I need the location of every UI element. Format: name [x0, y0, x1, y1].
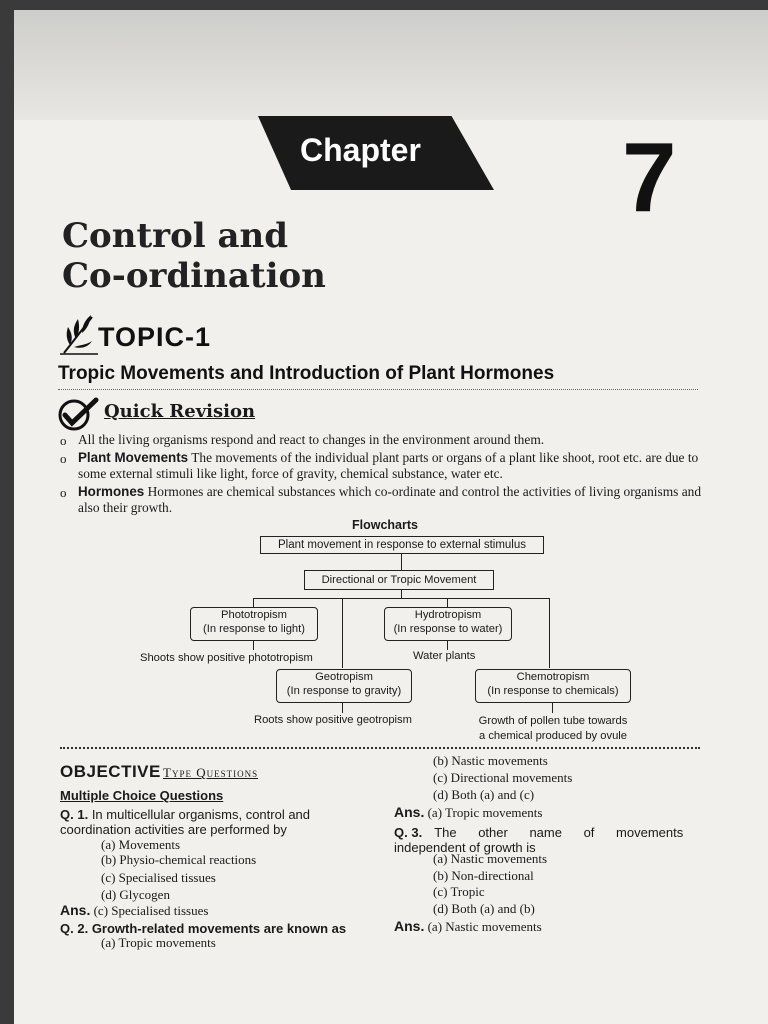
- answer-label: Ans.: [60, 902, 91, 918]
- question-number: Q. 3.: [394, 825, 423, 840]
- checkmark-badge-icon: [56, 397, 100, 431]
- revision-text: The movements of the individual plant parts or organs of a plant like shoot, root etc. are due to some external stimuli like light, force of gravity, chemical substance, water etc.: [78, 450, 699, 481]
- question-3-line1: [394, 825, 700, 840]
- connector: [401, 553, 402, 570]
- geotropism-desc: (In response to gravity): [286, 685, 402, 697]
- q1-option-d: (d) Glycogen: [101, 887, 170, 902]
- geotropism-label: Geotropism: [315, 671, 373, 683]
- answer-text: (a) Tropic movements: [427, 805, 543, 820]
- connector: [342, 703, 343, 713]
- question-text: Growth-related movements are known as: [91, 921, 347, 936]
- phototropism-label: Phototropism: [221, 609, 287, 621]
- section-separator: [60, 747, 700, 749]
- connector: [342, 598, 343, 668]
- chemotropism-note-line1: Growth of pollen tube towards: [478, 715, 628, 727]
- q3-option-a: (a) Nastic movements: [433, 851, 548, 866]
- connector: [447, 598, 448, 607]
- bullet-icon: o: [60, 451, 67, 466]
- q3-option-b: (b) Non-directional: [433, 868, 534, 883]
- topic-label: TOPIC-1: [98, 322, 212, 352]
- leaf-icon: [58, 313, 98, 357]
- revision-item: [78, 432, 702, 448]
- chemotropism-note-line2: a chemical produced by ovule: [478, 730, 627, 742]
- q2-option-a: (a) Tropic movements: [101, 935, 216, 950]
- phototropism-desc: (In response to light): [203, 623, 305, 635]
- connector: [401, 589, 402, 598]
- phototropism-note: Shoots show positive phototropism: [140, 652, 313, 664]
- chemotropism-desc: (In response to chemicals): [487, 685, 619, 697]
- answer-text: (c) Specialised tissues: [93, 903, 209, 918]
- revision-item: [78, 484, 702, 516]
- chapter-label: Chapter: [300, 132, 421, 168]
- question-1: [60, 807, 372, 837]
- bullet-icon: o: [60, 433, 67, 448]
- q2-option-c: (c) Directional movements: [433, 770, 573, 785]
- revision-text: Hormones are chemical substances which co-ordinate and control the activities of living organisms and also their growth.: [78, 484, 702, 515]
- phototropism-box: [190, 607, 318, 641]
- chemotropism-note: [468, 714, 638, 744]
- geotropism-box: [276, 669, 412, 703]
- bullet-icon: o: [60, 485, 67, 500]
- flowchart-tropic-box: Directional or Tropic Movement: [304, 570, 494, 590]
- q1-answer: [60, 902, 208, 919]
- hydrotropism-box: [384, 607, 512, 641]
- question-text: In multicellular organisms, control and coordination activities are performed by: [60, 807, 311, 837]
- quick-revision-heading: Quick Revision: [104, 401, 256, 422]
- flowchart-root-box: Plant movement in response to external stimulus: [260, 536, 544, 554]
- hydrotropism-note: Water plants: [413, 650, 476, 662]
- revision-term: Hormones: [78, 484, 145, 499]
- connector: [253, 598, 549, 599]
- chapter-title-line1: Control and: [62, 216, 289, 256]
- question-text: The other name of movements: [434, 825, 684, 840]
- q3-option-d: (d) Both (a) and (b): [433, 901, 535, 916]
- answer-text: (a) Nastic movements: [427, 919, 542, 934]
- chemotropism-label: Chemotropism: [516, 671, 590, 683]
- objective-heading: OBJECTIVE: [60, 762, 161, 781]
- q3-option-c: (c) Tropic: [433, 884, 485, 899]
- flowchart-title: Flowcharts: [352, 518, 418, 532]
- connector: [253, 640, 254, 650]
- divider: [58, 389, 698, 390]
- revision-text: All the living organisms respond and react to changes in the environment around them.: [78, 432, 545, 447]
- mcq-subheading: Multiple Choice Questions: [60, 788, 224, 803]
- chemotropism-box: [475, 669, 631, 703]
- hydrotropism-desc: (In response to water): [393, 623, 503, 635]
- revision-term: Plant Movements: [78, 450, 189, 465]
- revision-item: [78, 450, 702, 482]
- q3-answer: [394, 918, 542, 935]
- chapter-title: [62, 216, 326, 296]
- connector: [253, 598, 254, 607]
- hydrotropism-label: Hydrotropism: [414, 609, 482, 621]
- q2-answer: [394, 804, 542, 821]
- question-number: Q. 2.: [60, 921, 89, 936]
- question-2: [60, 921, 346, 936]
- page-header-band: [14, 10, 768, 120]
- chapter-title-line2: Co-ordination: [62, 256, 326, 296]
- q1-option-c: (c) Specialised tissues: [101, 870, 216, 885]
- connector: [549, 598, 550, 668]
- connector: [552, 703, 553, 713]
- question-number: Q. 1.: [60, 807, 89, 822]
- q1-option-a: (a) Movements: [101, 837, 181, 852]
- q1-option-b: (b) Physio-chemical reactions: [101, 852, 257, 867]
- topic-subtitle: Tropic Movements and Introduction of Plant Hormones: [58, 363, 555, 384]
- q2-option-b: (b) Nastic movements: [433, 753, 548, 768]
- chapter-number: 7: [622, 122, 677, 232]
- answer-label: Ans.: [394, 804, 425, 820]
- geotropism-note: Roots show positive geotropism: [254, 714, 412, 726]
- answer-label: Ans.: [394, 918, 425, 934]
- objective-heading-suffix: Type Questions: [163, 765, 259, 780]
- question-text-line2: independent of growth is: [394, 840, 536, 855]
- q2-option-d: (d) Both (a) and (c): [433, 787, 535, 802]
